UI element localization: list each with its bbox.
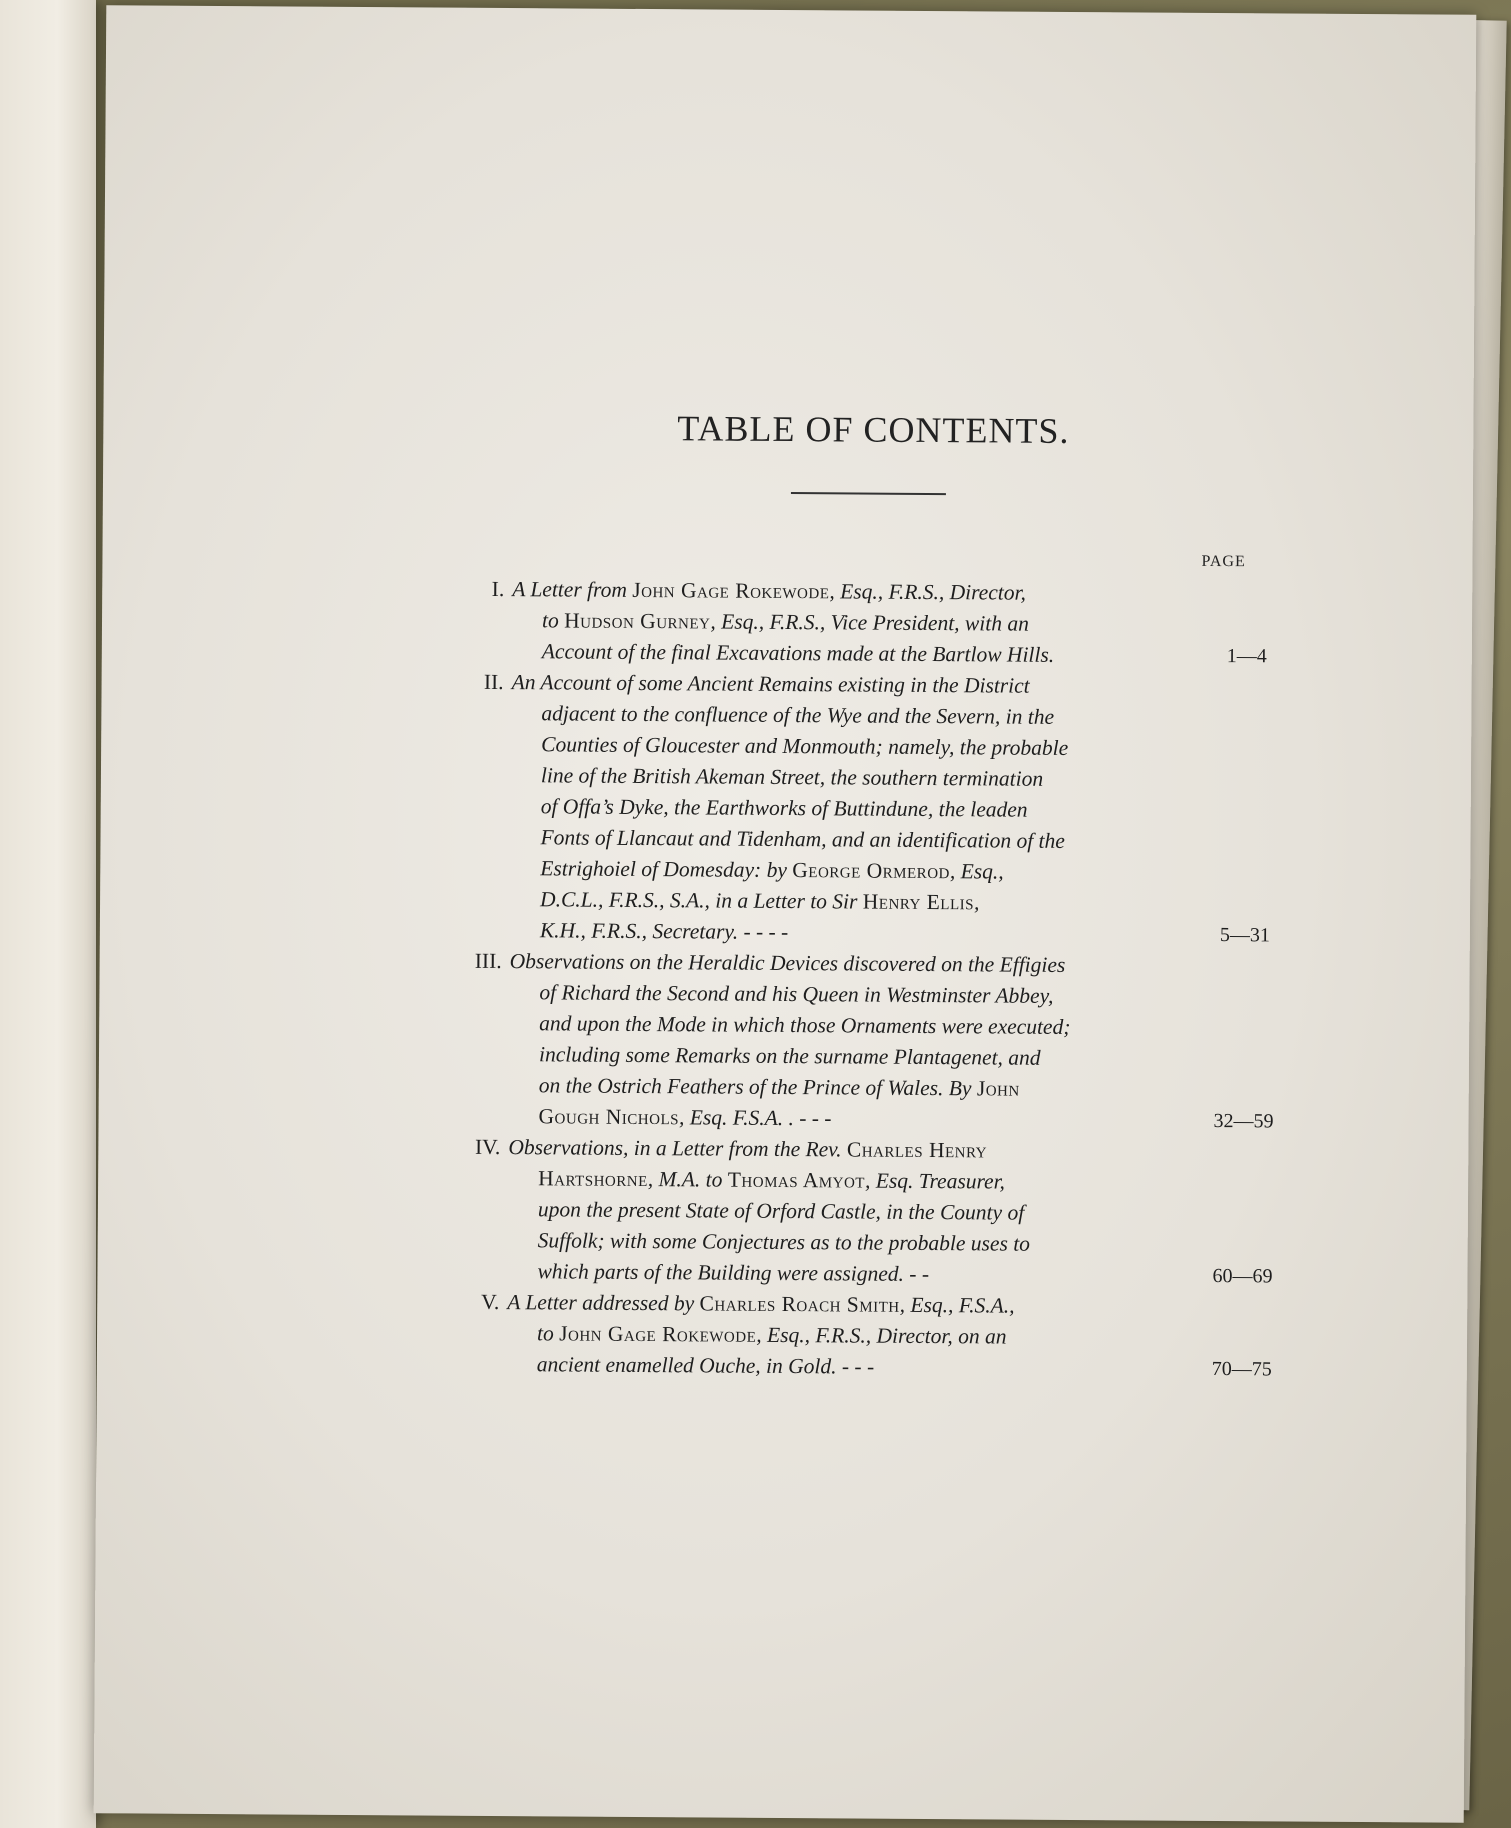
text-run: , Esq., F.R.S., Director, bbox=[829, 579, 1026, 605]
name-small-caps: Gough Nichols bbox=[538, 1104, 680, 1130]
entry-text bbox=[512, 667, 1030, 702]
title-rule bbox=[791, 492, 946, 495]
entry-text bbox=[538, 1225, 1030, 1259]
entry-page-range: 5—31 bbox=[1219, 924, 1270, 947]
entry-text bbox=[539, 977, 1053, 1012]
contents-entry bbox=[432, 574, 1293, 673]
entry-text bbox=[540, 915, 789, 948]
text-run: on the Ostrich Feathers of the Prince of Wales. By bbox=[538, 1073, 977, 1101]
entry-page-range: 70—75 bbox=[1211, 1357, 1272, 1381]
entry-page-range: 60—69 bbox=[1212, 1264, 1273, 1288]
entry-text bbox=[512, 574, 1026, 609]
entry-text bbox=[542, 605, 1029, 639]
text-run: upon the present State of Orford Castle, in the County of bbox=[537, 1197, 1025, 1225]
text-run: D.C.L., F.R.S., S.A., in a Letter to Sir bbox=[540, 887, 863, 914]
entry-numeral: II. bbox=[483, 669, 504, 695]
text-run: , Esq., F.S.A., bbox=[899, 1292, 1015, 1318]
name-small-caps: Hudson Gurney bbox=[564, 608, 711, 634]
entry-text bbox=[538, 1194, 1025, 1228]
entry-numeral: IV. bbox=[474, 1134, 501, 1160]
name-small-caps: John Gage Rokewode bbox=[559, 1321, 757, 1347]
text-run: ancient enamelled Ouche, in Gold. - - - bbox=[536, 1352, 875, 1379]
text-run: Account of the final Excavations made at the Bartlow Hills. bbox=[541, 639, 1055, 667]
name-small-caps: George Ormerod bbox=[792, 858, 950, 884]
contents-entry bbox=[427, 1132, 1288, 1293]
text-run: K.H., F.R.S., Secretary. - - - - bbox=[539, 918, 789, 945]
entry-text bbox=[508, 1132, 987, 1166]
contents-entry bbox=[430, 667, 1292, 952]
entry-text bbox=[541, 729, 1068, 764]
text-run: , Esq. Treasurer, bbox=[864, 1168, 1006, 1194]
entry-text bbox=[538, 1163, 1005, 1197]
name-small-caps: Henry Ellis bbox=[862, 889, 975, 915]
entry-text bbox=[538, 1101, 831, 1134]
text-run: Estrighoiel of Domesday: by bbox=[540, 856, 793, 883]
contents-list bbox=[427, 574, 1293, 1386]
text-run: , Esq., F.R.S., Director, on an bbox=[756, 1322, 1007, 1349]
contents-entry bbox=[427, 1287, 1288, 1386]
page-title: TABLE OF CONTENTS. bbox=[677, 408, 1070, 451]
text-run: and upon the Mode in which those Ornaments were executed; bbox=[539, 1011, 1071, 1039]
text-run: adjacent to the confluence of the Wye and the Severn, in the bbox=[541, 701, 1055, 729]
entry-text bbox=[539, 1039, 1041, 1074]
text-run: Counties of Gloucester and Monmouth; namely, the probable bbox=[541, 732, 1069, 760]
entry-text bbox=[540, 884, 980, 918]
text-run: , Esq. F.S.A. . - - - bbox=[678, 1105, 832, 1131]
text-run: A Letter addressed by bbox=[507, 1290, 700, 1316]
entry-text bbox=[541, 791, 1028, 825]
entry-numeral: III. bbox=[474, 948, 502, 974]
text-run: , Esq., F.R.S., Vice President, with an bbox=[710, 609, 1029, 636]
text-run: Suffolk; with some Conjectures as to the probable uses to bbox=[537, 1228, 1031, 1256]
entry-text bbox=[507, 1287, 1014, 1322]
facing-page bbox=[0, 0, 96, 1828]
entry-page-range: 1—4 bbox=[1226, 645, 1267, 668]
text-run: , M.A. to bbox=[647, 1167, 728, 1192]
name-small-caps: Hartshorne bbox=[538, 1166, 648, 1192]
text-run: Observations, in a Letter from the Rev. bbox=[508, 1135, 848, 1162]
text-run: of Offa’s Dyke, the Earthworks of Buttindune, the leaden bbox=[540, 794, 1028, 822]
text-run: to bbox=[536, 1321, 560, 1346]
entry-text bbox=[510, 946, 1066, 981]
text-run: Observations on the Heraldic Devices discovered on the Effigies bbox=[509, 949, 1066, 977]
entry-text bbox=[540, 822, 1065, 857]
contents-page bbox=[94, 5, 1477, 1823]
entry-text bbox=[541, 698, 1054, 733]
entry-numeral: I. bbox=[491, 576, 505, 602]
text-run: A Letter from bbox=[512, 577, 633, 602]
text-run: , Esq., bbox=[949, 859, 1004, 884]
entry-text bbox=[537, 1256, 929, 1290]
name-small-caps: Thomas Amyot bbox=[727, 1167, 866, 1193]
contents-entry bbox=[428, 946, 1289, 1138]
entry-text bbox=[539, 1070, 1020, 1104]
text-run: of Richard the Second and his Queen in Westminster Abbey, bbox=[539, 980, 1054, 1008]
text-run: An Account of some Ancient Remains existing in the District bbox=[511, 670, 1030, 698]
text-run: which parts of the Building were assigned. - - bbox=[537, 1259, 930, 1287]
entry-text bbox=[537, 1349, 875, 1382]
entry-page-range: 32—59 bbox=[1213, 1109, 1274, 1133]
name-small-caps: Charles Roach Smith bbox=[699, 1291, 900, 1317]
text-run: Fonts of Llancaut and Tidenham, and an identification of the bbox=[540, 825, 1065, 853]
entry-text bbox=[540, 853, 1004, 887]
text-run: to bbox=[541, 608, 565, 633]
text-run: including some Remarks on the surname Plantagenet, and bbox=[538, 1042, 1041, 1070]
name-small-caps: John bbox=[976, 1076, 1020, 1101]
entry-text bbox=[542, 636, 1055, 671]
name-small-caps: John Gage Rokewode bbox=[632, 577, 830, 604]
name-small-caps: Charles Henry bbox=[846, 1137, 988, 1163]
entry-text bbox=[541, 760, 1043, 795]
entry-text bbox=[539, 1008, 1070, 1043]
entry-line bbox=[427, 1349, 1287, 1386]
entry-numeral: V. bbox=[481, 1289, 500, 1315]
entry-text bbox=[537, 1318, 1007, 1352]
text-run: line of the British Akeman Street, the southern termination bbox=[540, 763, 1044, 791]
page-column-label: PAGE bbox=[1201, 552, 1246, 571]
text-run: , bbox=[973, 890, 980, 915]
